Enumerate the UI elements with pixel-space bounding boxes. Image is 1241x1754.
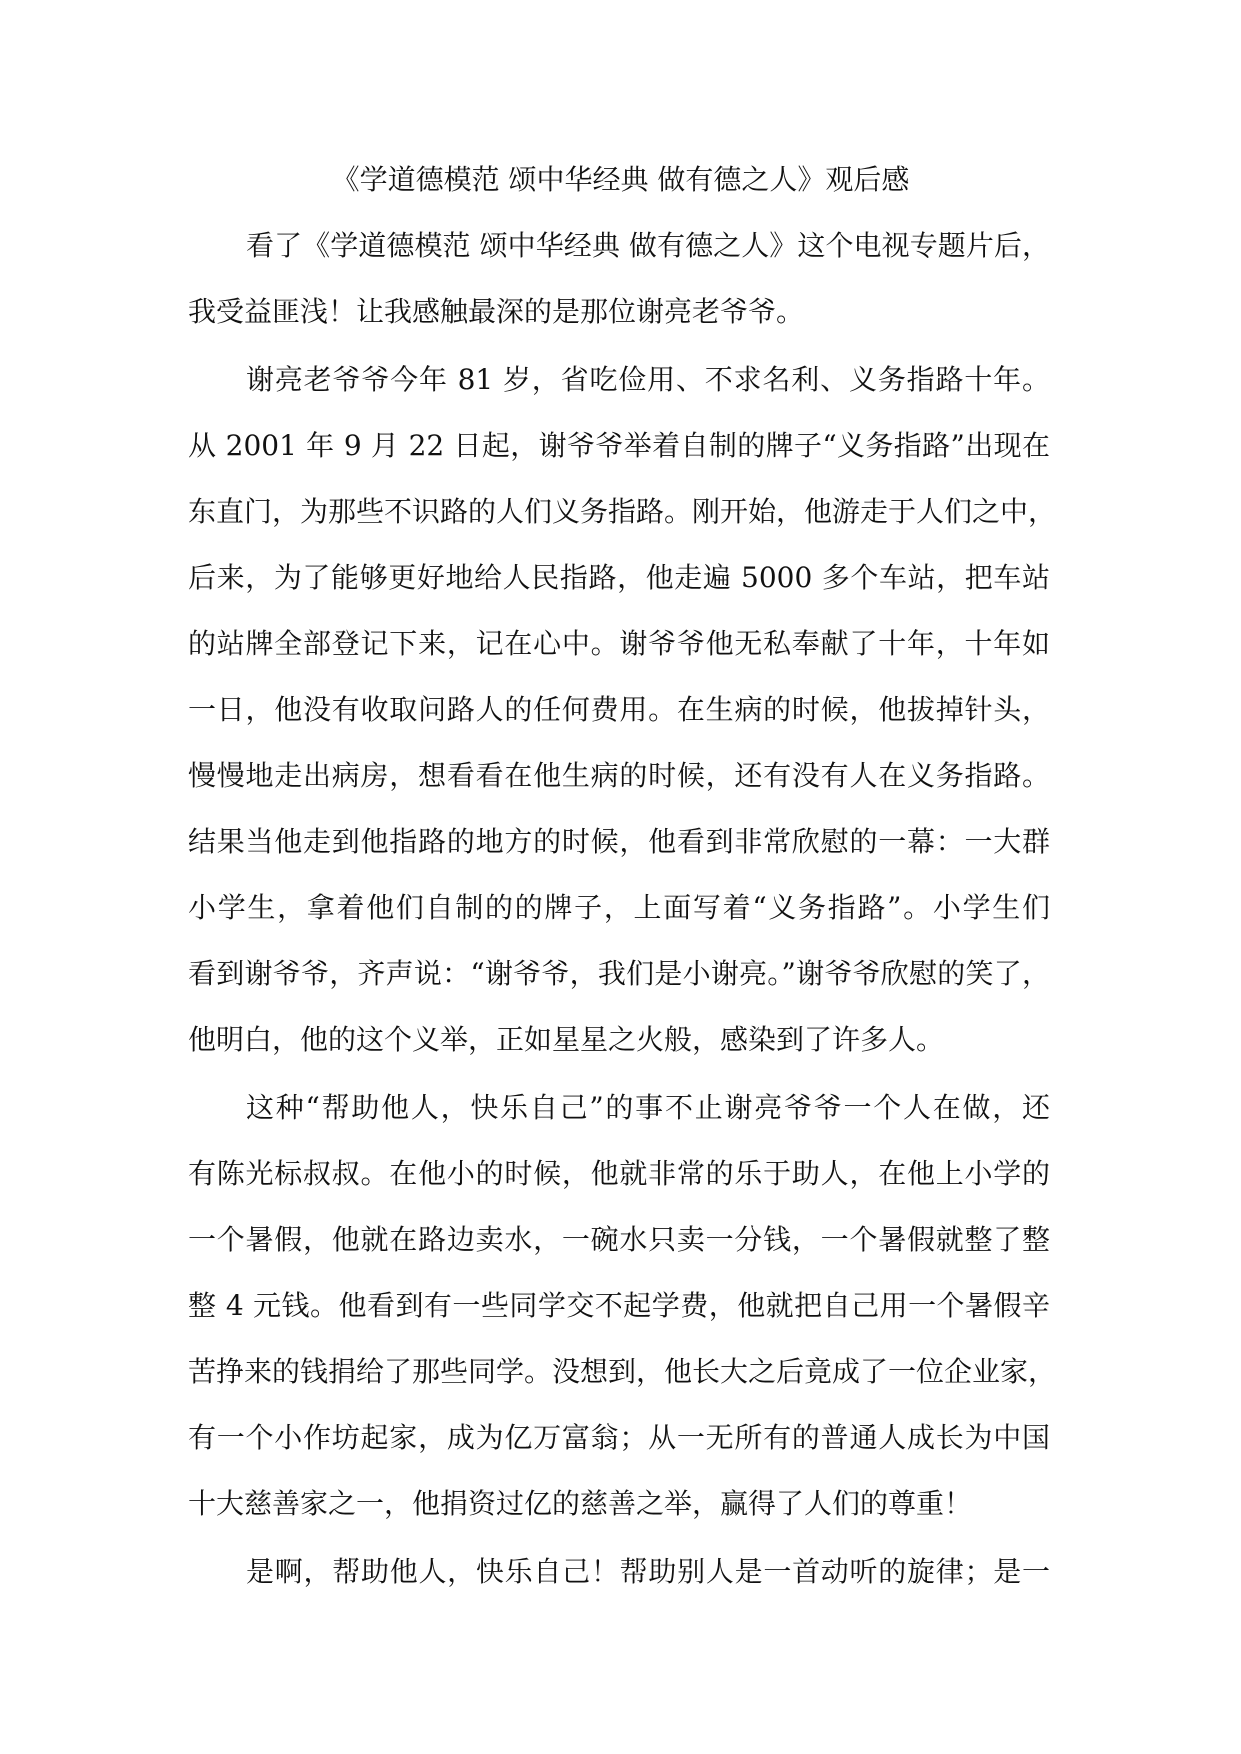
text-line: 一个暑假，他就在路边卖水，一碗水只卖一分钱，一个暑假就整了整: [188, 1223, 1050, 1256]
text-line: 苦挣来的钱捐给了那些同学。没想到，他长大之后竟成了一位企业家，: [188, 1355, 1057, 1388]
text-line: 整 4 元钱。他看到有一些同学交不起学费，他就把自己用一个暑假辛: [188, 1289, 1050, 1322]
text-line: 东直门，为那些不识路的人们义务指路。刚开始，他游走于人们之中，: [188, 495, 1057, 528]
text-line: 的站牌全部登记下来，记在心中。谢爷爷他无私奉献了十年，十年如: [188, 627, 1050, 660]
text-line: 一日，他没有收取问路人的任何费用。在生病的时候，他拔掉针头，: [188, 693, 1050, 726]
text-line: 我受益匪浅！让我感触最深的是那位谢亮老爷爷。: [188, 295, 805, 328]
text-line: 后来，为了能够更好地给人民指路，他走遍 5000 多个车站，把车站: [188, 561, 1050, 594]
text-line: 有陈光标叔叔。在他小的时候，他就非常的乐于助人，在他上小学的: [188, 1157, 1050, 1190]
text-line: 从 2001 年 9 月 22 日起，谢爷爷举着自制的牌子“义务指路”出现在: [188, 429, 1050, 462]
text-line: 有一个小作坊起家，成为亿万富翁；从一无所有的普通人成长为中国: [188, 1421, 1050, 1454]
text-line: 慢慢地走出病房，想看看在他生病的时候，还有没有人在义务指路。: [188, 759, 1050, 792]
text-line: 是啊，帮助他人，快乐自己！帮助别人是一首动听的旋律；是一: [246, 1555, 1050, 1588]
text-line: 这种“帮助他人，快乐自己”的事不止谢亮爷爷一个人在做，还: [246, 1091, 1050, 1124]
text-line: 谢亮老爷爷今年 81 岁，省吃俭用、不求名利、义务指路十年。: [246, 363, 1050, 396]
text-line: 结果当他走到他指路的地方的时候，他看到非常欣慰的一幕：一大群: [188, 825, 1050, 858]
text-line: 小学生，拿着他们自制的的牌子，上面写着“义务指路”。小学生们: [188, 891, 1050, 924]
text-line: 看到谢爷爷，齐声说：“谢爷爷，我们是小谢亮。”谢爷爷欣慰的笑了，: [188, 957, 1050, 990]
document-title: 《学道德模范 颂中华经典 做有德之人》观后感: [331, 163, 910, 196]
text-line: 十大慈善家之一，他捐资过亿的慈善之举，赢得了人们的尊重！: [188, 1487, 973, 1520]
text-line: 看了《学道德模范 颂中华经典 做有德之人》这个电视专题片后，: [246, 229, 1050, 262]
text-line: 他明白，他的这个义举，正如星星之火般，感染到了许多人。: [188, 1023, 945, 1056]
